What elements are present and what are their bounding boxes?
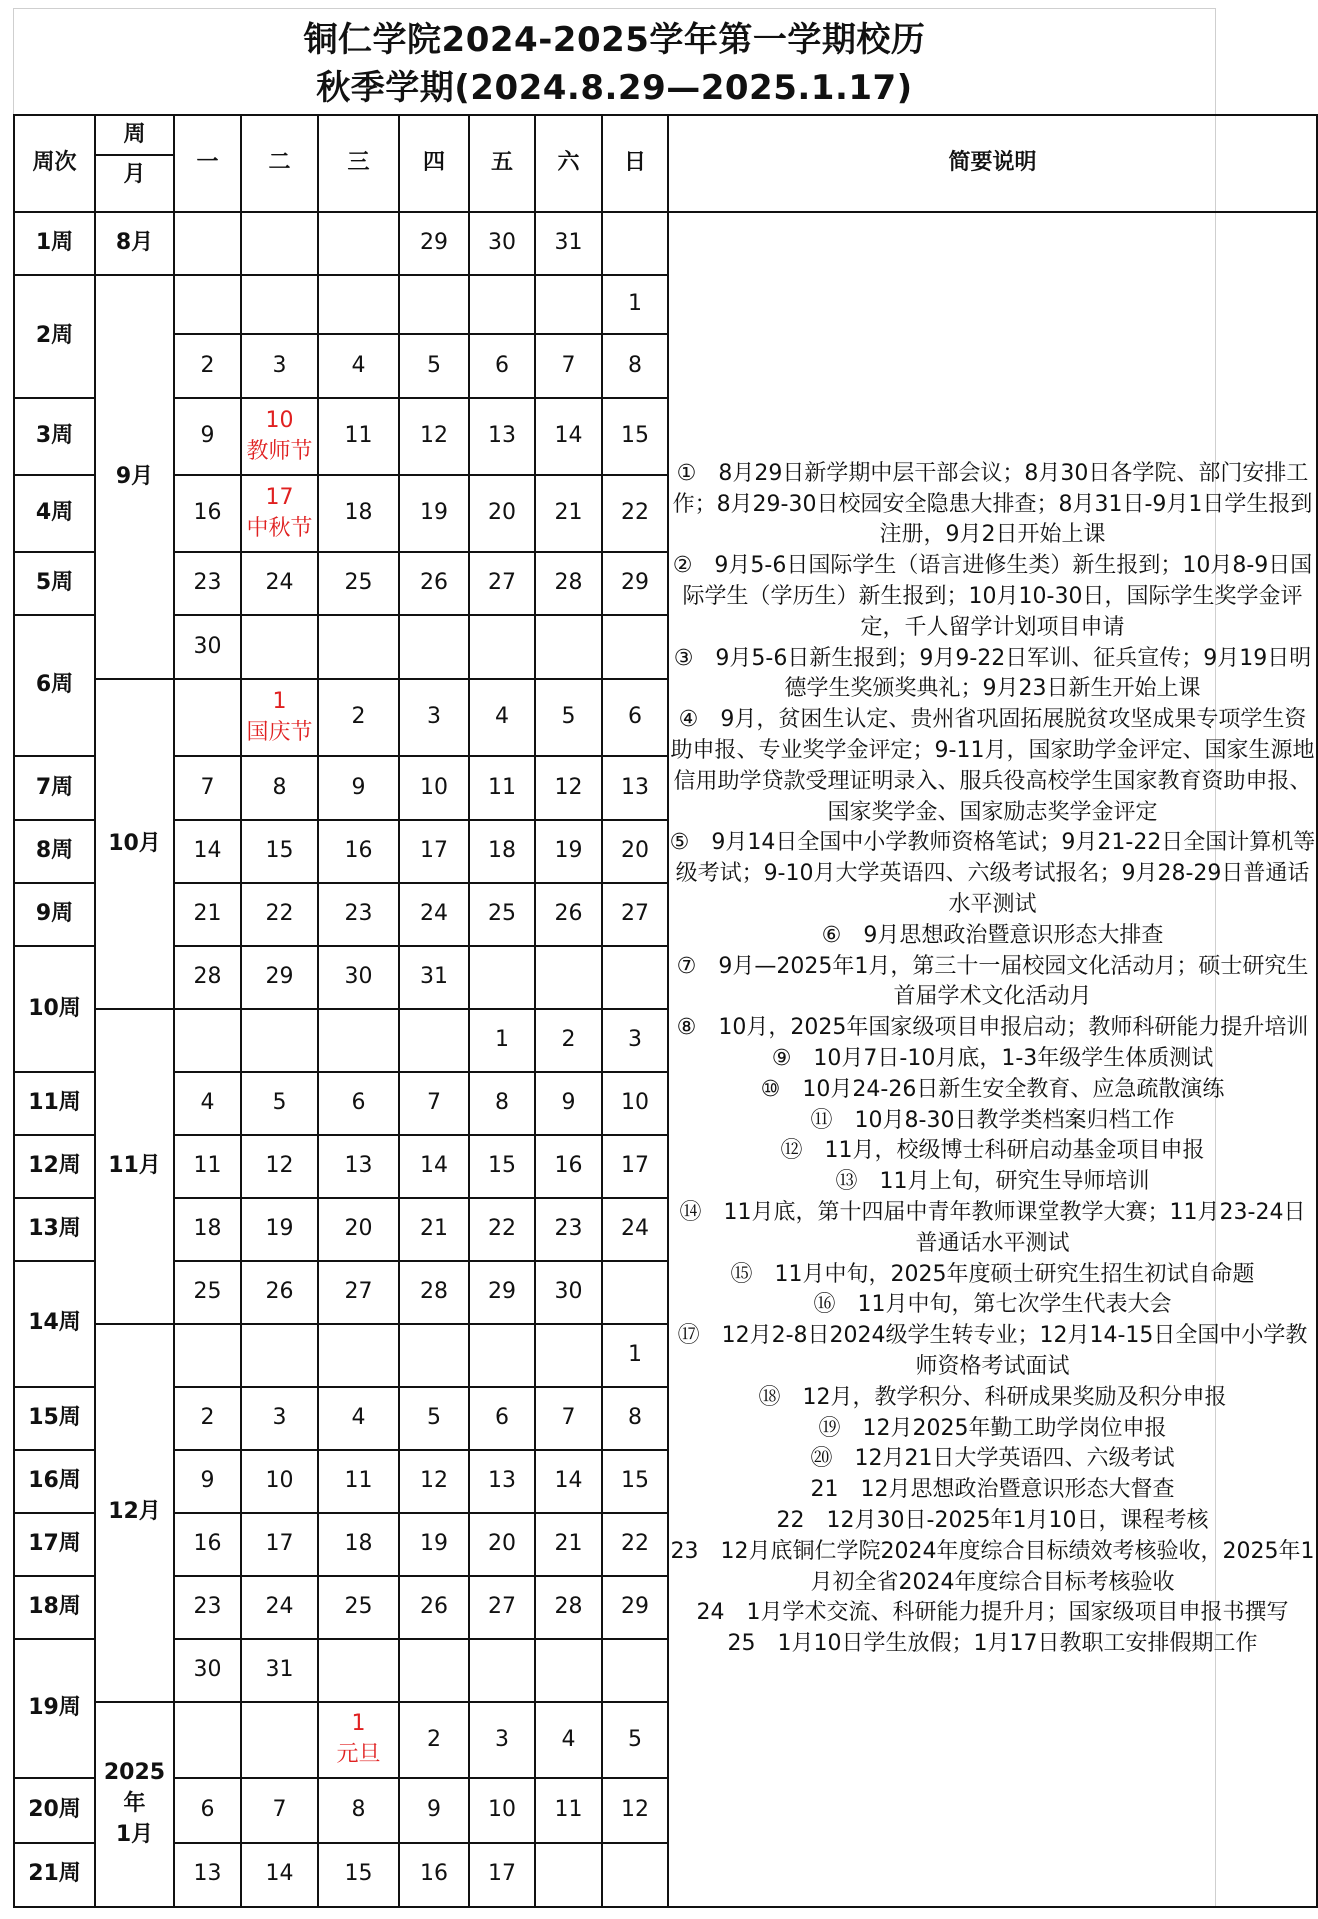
day-cell: 24 [602, 1198, 668, 1261]
day-cell: 11 [318, 1450, 399, 1513]
day-cell: 19 [241, 1198, 318, 1261]
note-item: ② 9月5-6日国际学生（语言进修生类）新生报到；10月8-9日国际学生（学历生）新生报到；10月10-30日，国际学生奖学金评定，千人留学计划项目申请 [672, 553, 1313, 640]
day-cell: 20 [602, 820, 668, 883]
day-cell: 12 [399, 1450, 469, 1513]
day-cell [602, 1261, 668, 1324]
day-cell: 26 [241, 1261, 318, 1324]
month-cell: 10月 [95, 679, 174, 1009]
week-number-cell: 1周 [14, 212, 95, 275]
day-cell: 26 [399, 1576, 469, 1639]
day-cell: 30 [174, 615, 241, 679]
day-cell: 13 [602, 756, 668, 820]
day-cell [469, 275, 535, 334]
day-cell: 13 [469, 1450, 535, 1513]
note-item: ⑲ 12月2025年勤工助学岗位申报 [818, 1415, 1167, 1441]
weekday-header: 五 [469, 115, 535, 212]
day-cell: 12 [535, 756, 602, 820]
day-cell: 3 [399, 679, 469, 756]
note-item: 21 12月思想政治暨意识形态大督查 [810, 1477, 1175, 1503]
day-cell: 8 [602, 1387, 668, 1450]
week-number-cell: 12周 [14, 1135, 95, 1198]
day-cell: 19 [535, 820, 602, 883]
day-cell: 25 [174, 1261, 241, 1324]
note-item: ① 8月29日新学期中层干部会议；8月30日各学院、部门安排工作；8月29-30日校园安全隐患大排查；8月31日-9月1日学生报到注册，9月2日开始上课 [672, 460, 1313, 548]
weekday-header: 四 [399, 115, 469, 212]
day-cell: 19 [399, 475, 469, 552]
day-cell [602, 615, 668, 679]
note-item: ⑭ 11月底，第十四届中青年教师课堂教学大赛；11月23-24日普通话水平测试 [679, 1200, 1306, 1256]
day-cell: 20 [318, 1198, 399, 1261]
note-item: ⑰ 12月2-8日2024级学生转专业；12月14-15日全国中小学教师资格考试面试 [677, 1323, 1308, 1379]
week-sub-label: 周 [96, 116, 173, 156]
day-cell [535, 946, 602, 1009]
holiday-date: 17 [265, 484, 294, 510]
day-cell: 22 [602, 475, 668, 552]
day-cell: 3 [241, 1387, 318, 1450]
weekday-header: 日 [602, 115, 668, 212]
day-cell [399, 1009, 469, 1072]
day-cell: 7 [174, 756, 241, 820]
day-cell: 13 [174, 1843, 241, 1907]
day-cell [469, 946, 535, 1009]
note-item: ⑮ 11月中旬，2025年度硕士研究生招生初试自命题 [730, 1261, 1255, 1287]
day-cell [399, 1324, 469, 1387]
day-cell: 30 [318, 946, 399, 1009]
day-cell [174, 275, 241, 334]
day-cell: 29 [602, 552, 668, 615]
month-cell: 11月 [95, 1009, 174, 1324]
note-item: ⑥ 9月思想政治暨意识形态大排查 [821, 922, 1164, 948]
note-item: ⑦ 9月—2025年1月，第三十一届校园文化活动月；硕士研究生首届学术文化活动月 [676, 953, 1309, 1010]
weekday-header: 一 [174, 115, 241, 212]
day-cell [174, 1702, 241, 1779]
note-item: ⑧ 10月，2025年国家级项目申报启动；教师科研能力提升培训 [676, 1015, 1309, 1041]
day-cell: 31 [535, 212, 602, 275]
day-cell [174, 679, 241, 756]
day-cell: 8 [469, 1072, 535, 1135]
day-cell [469, 615, 535, 679]
day-cell: 2 [174, 334, 241, 398]
day-cell: 5 [535, 679, 602, 756]
day-cell: 12 [399, 398, 469, 475]
week-number-cell: 6周 [14, 615, 95, 756]
day-cell: 3 [241, 334, 318, 398]
day-cell [241, 615, 318, 679]
day-cell [241, 212, 318, 275]
day-cell [535, 275, 602, 334]
day-cell: 27 [469, 552, 535, 615]
day-cell: 18 [469, 820, 535, 883]
holiday-name: 教师节 [246, 438, 313, 464]
week-number-cell: 5周 [14, 552, 95, 615]
week-number-cell: 7周 [14, 756, 95, 820]
day-cell: 4 [174, 1072, 241, 1135]
weekday-header: 三 [318, 115, 399, 212]
note-item: ③ 9月5-6日新生报到；9月9-22日军训、征兵宣传；9月19日明德学生奖颁奖典礼；9月23日新生开始上课 [673, 645, 1312, 702]
note-item: 25 1月10日学生放假；1月17日教职工安排假期工作 [727, 1631, 1258, 1657]
day-cell: 17 [241, 1513, 318, 1576]
day-cell: 21 [174, 883, 241, 946]
day-cell: 31 [241, 1639, 318, 1702]
day-cell: 12 [241, 1135, 318, 1198]
day-cell: 16 [174, 475, 241, 552]
day-cell: 24 [399, 883, 469, 946]
day-cell [602, 212, 668, 275]
holiday-date: 1 [351, 1711, 366, 1737]
day-cell: 1 [469, 1009, 535, 1072]
day-cell: 7 [535, 334, 602, 398]
note-item: 23 12月底铜仁学院2024年度综合目标绩效考核验收，2025年1月初全省2024年度综合目标考核验收 [670, 1538, 1315, 1595]
day-cell: 14 [535, 398, 602, 475]
day-cell [602, 1639, 668, 1702]
day-cell: 15 [469, 1135, 535, 1198]
day-cell: 15 [241, 820, 318, 883]
day-cell: 7 [535, 1387, 602, 1450]
note-item: ⑱ 12月，教学积分、科研成果奖励及积分申报 [758, 1384, 1227, 1410]
week-number-cell: 3周 [14, 398, 95, 475]
day-cell [318, 1639, 399, 1702]
day-cell: 18 [174, 1198, 241, 1261]
holiday-name: 中秋节 [246, 515, 313, 541]
day-cell: 10 [602, 1072, 668, 1135]
day-cell: 15 [602, 398, 668, 475]
note-item: ⑬ 11月上旬，研究生导师培训 [835, 1169, 1150, 1195]
day-cell: 2 [399, 1702, 469, 1779]
day-cell: 24 [241, 552, 318, 615]
day-cell: 29 [241, 946, 318, 1009]
day-cell [241, 398, 318, 475]
note-item: ⑯ 11月中旬，第七次学生代表大会 [813, 1292, 1172, 1318]
day-cell: 21 [399, 1198, 469, 1261]
month-cell: 12月 [95, 1324, 174, 1702]
day-cell: 27 [602, 883, 668, 946]
day-cell: 20 [469, 1513, 535, 1576]
day-cell: 29 [469, 1261, 535, 1324]
calendar-subtitle: 秋季学期(2024.8.29—2025.1.17) [316, 68, 913, 108]
week-number-cell: 13周 [14, 1198, 95, 1261]
note-item: ④ 9月，贫困生认定、贵州省巩固拓展脱贫攻坚成果专项学生资助申报、专业奖学金评定；9-11月，国家助学金评定、国家生源地信用助学贷款受理证明录入、服兵役高校学生国家教育资助申报、国家奖学金、国家励志奖学金评定 [670, 707, 1315, 825]
day-cell [318, 1009, 399, 1072]
day-cell: 23 [174, 1576, 241, 1639]
day-cell [318, 1702, 399, 1779]
week-number-cell: 11周 [14, 1072, 95, 1135]
day-cell: 25 [469, 883, 535, 946]
week-number-cell: 16周 [14, 1450, 95, 1513]
notes-column-header: 简要说明 [668, 115, 1317, 212]
school-calendar-table [13, 114, 1318, 1908]
week-number-cell: 8周 [14, 820, 95, 883]
holiday-date: 10 [265, 407, 294, 433]
day-cell: 16 [535, 1135, 602, 1198]
day-cell: 5 [602, 1702, 668, 1779]
week-column-header: 周次 [14, 115, 95, 212]
day-cell: 1 [602, 275, 668, 334]
day-cell [535, 615, 602, 679]
day-cell: 8 [602, 334, 668, 398]
day-cell: 21 [535, 475, 602, 552]
holiday-date: 1 [272, 688, 287, 714]
day-cell: 16 [399, 1843, 469, 1907]
day-cell: 16 [318, 820, 399, 883]
day-cell: 10 [241, 1450, 318, 1513]
day-cell: 7 [399, 1072, 469, 1135]
day-cell: 7 [241, 1778, 318, 1842]
week-number-cell: 10周 [14, 946, 95, 1072]
day-cell: 30 [535, 1261, 602, 1324]
day-cell: 4 [318, 334, 399, 398]
day-cell: 30 [174, 1639, 241, 1702]
week-number-cell: 9周 [14, 883, 95, 946]
day-cell [602, 1843, 668, 1907]
month-cell: 8月 [95, 212, 174, 275]
day-cell: 28 [174, 946, 241, 1009]
day-cell [241, 275, 318, 334]
note-item: ⑤ 9月14日全国中小学教师资格笔试；9月21-22日全国计算机等级考试；9-10月大学英语四、六级考试报名；9月28-29日普通话水平测试 [669, 830, 1316, 918]
weekday-header: 六 [535, 115, 602, 212]
day-cell: 28 [399, 1261, 469, 1324]
note-item: 24 1月学术交流、科研能力提升月；国家级项目申报书撰写 [696, 1600, 1289, 1626]
day-cell: 22 [469, 1198, 535, 1261]
calendar-title: 铜仁学院2024-2025学年第一学期校历 [303, 20, 926, 60]
day-cell: 9 [399, 1778, 469, 1842]
note-item: ⑫ 11月，校级博士科研启动基金项目申报 [780, 1138, 1205, 1164]
day-cell: 13 [469, 398, 535, 475]
day-cell: 26 [399, 552, 469, 615]
day-cell: 15 [602, 1450, 668, 1513]
note-item: ⑪ 10月8-30日教学类档案归档工作 [810, 1107, 1175, 1133]
day-cell: 8 [241, 756, 318, 820]
day-cell: 1 [602, 1324, 668, 1387]
day-cell [469, 1324, 535, 1387]
day-cell: 9 [174, 1450, 241, 1513]
day-cell: 26 [535, 883, 602, 946]
note-item: ⑳ 12月21日大学英语四、六级考试 [810, 1446, 1175, 1472]
week-number-cell: 2周 [14, 275, 95, 398]
day-cell: 25 [318, 1576, 399, 1639]
day-cell [174, 212, 241, 275]
week-number-cell: 20周 [14, 1778, 95, 1842]
day-cell: 27 [469, 1576, 535, 1639]
day-cell: 17 [602, 1135, 668, 1198]
day-cell: 6 [174, 1778, 241, 1842]
day-cell: 24 [241, 1576, 318, 1639]
day-cell: 23 [535, 1198, 602, 1261]
month-cell: 9月 [95, 275, 174, 680]
day-cell: 21 [535, 1513, 602, 1576]
day-cell: 4 [535, 1702, 602, 1779]
day-cell: 6 [602, 679, 668, 756]
day-cell: 27 [318, 1261, 399, 1324]
day-cell: 19 [399, 1513, 469, 1576]
day-cell [174, 1324, 241, 1387]
day-cell: 18 [318, 475, 399, 552]
day-cell: 2 [174, 1387, 241, 1450]
day-cell [602, 946, 668, 1009]
day-cell [469, 1639, 535, 1702]
week-number-cell: 4周 [14, 475, 95, 552]
day-cell: 22 [602, 1513, 668, 1576]
day-cell [318, 212, 399, 275]
day-cell: 14 [535, 1450, 602, 1513]
day-cell: 11 [318, 398, 399, 475]
week-number-cell: 21周 [14, 1843, 95, 1907]
day-cell: 30 [469, 212, 535, 275]
day-cell [241, 679, 318, 756]
day-cell: 28 [535, 552, 602, 615]
day-cell [535, 1843, 602, 1907]
day-cell [399, 275, 469, 334]
day-cell [535, 1324, 602, 1387]
day-cell: 3 [469, 1702, 535, 1779]
note-item: 22 12月30日-2025年1月10日，课程考核 [776, 1507, 1209, 1533]
weekday-header: 二 [241, 115, 318, 212]
day-cell: 9 [318, 756, 399, 820]
day-cell: 6 [469, 334, 535, 398]
notes-cell [668, 212, 1317, 1907]
day-cell: 12 [602, 1778, 668, 1842]
day-cell: 5 [399, 334, 469, 398]
day-cell: 17 [469, 1843, 535, 1907]
month-cell: 2025年 1月 [95, 1702, 174, 1907]
day-cell: 31 [399, 946, 469, 1009]
day-cell: 9 [535, 1072, 602, 1135]
month-sub-label: 月 [123, 162, 146, 187]
day-cell [241, 1324, 318, 1387]
day-cell: 5 [241, 1072, 318, 1135]
day-cell [535, 1639, 602, 1702]
day-cell [318, 1324, 399, 1387]
day-cell: 3 [602, 1009, 668, 1072]
day-cell: 29 [399, 212, 469, 275]
day-cell [174, 1009, 241, 1072]
week-number-cell: 15周 [14, 1387, 95, 1450]
day-cell: 2 [318, 679, 399, 756]
week-number-cell: 14周 [14, 1261, 95, 1387]
day-cell: 11 [469, 756, 535, 820]
day-cell: 6 [469, 1387, 535, 1450]
day-cell: 28 [535, 1576, 602, 1639]
day-cell: 5 [399, 1387, 469, 1450]
day-cell [318, 275, 399, 334]
day-cell [241, 1009, 318, 1072]
day-cell: 11 [535, 1778, 602, 1842]
day-cell: 8 [318, 1778, 399, 1842]
day-cell: 16 [174, 1513, 241, 1576]
week-number-cell: 18周 [14, 1576, 95, 1639]
day-cell: 25 [318, 552, 399, 615]
day-cell: 18 [318, 1513, 399, 1576]
day-cell: 23 [318, 883, 399, 946]
day-cell: 9 [174, 398, 241, 475]
week-number-cell: 19周 [14, 1639, 95, 1779]
note-item: ⑩ 10月24-26日新生安全教育、应急疏散演练 [760, 1076, 1225, 1102]
day-cell: 14 [399, 1135, 469, 1198]
day-cell: 4 [469, 679, 535, 756]
day-cell: 4 [318, 1387, 399, 1450]
day-cell: 2 [535, 1009, 602, 1072]
day-cell: 17 [399, 820, 469, 883]
holiday-name: 国庆节 [246, 719, 313, 745]
holiday-name: 元旦 [336, 1742, 381, 1767]
day-cell: 6 [318, 1072, 399, 1135]
week-number-cell: 17周 [14, 1513, 95, 1576]
day-cell: 15 [318, 1843, 399, 1907]
day-cell [318, 615, 399, 679]
day-cell [399, 615, 469, 679]
day-cell: 10 [399, 756, 469, 820]
day-cell: 23 [174, 552, 241, 615]
day-cell [399, 1639, 469, 1702]
week-month-header [95, 115, 174, 212]
day-cell: 14 [174, 820, 241, 883]
day-cell [241, 1702, 318, 1779]
day-cell: 10 [469, 1778, 535, 1842]
day-cell: 13 [318, 1135, 399, 1198]
day-cell [241, 475, 318, 552]
day-cell: 11 [174, 1135, 241, 1198]
day-cell: 29 [602, 1576, 668, 1639]
day-cell: 20 [469, 475, 535, 552]
day-cell: 22 [241, 883, 318, 946]
note-item: ⑨ 10月7日-10月底，1-3年级学生体质测试 [771, 1046, 1214, 1072]
day-cell: 14 [241, 1843, 318, 1907]
